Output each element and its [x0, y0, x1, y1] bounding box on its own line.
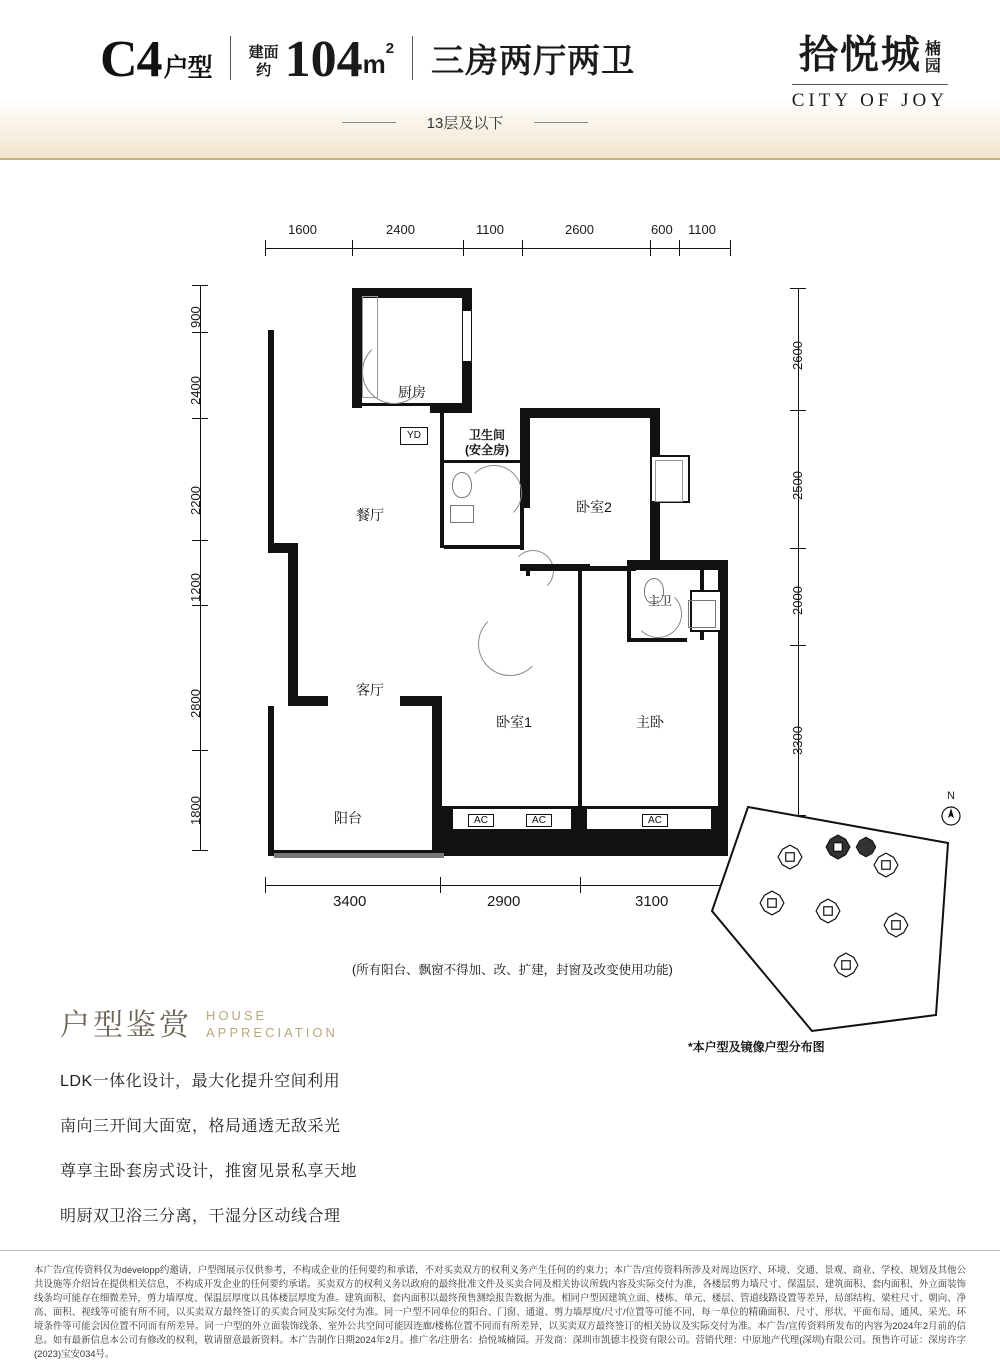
room-label-bedroom1: 卧室1 [496, 714, 532, 730]
appreciation-title [60, 1000, 620, 1044]
room-label-master-bath: 主卫 [647, 594, 672, 608]
sink-fixture-bath [450, 505, 474, 523]
floor-range-note: 13层及以下 [300, 112, 630, 133]
tick [192, 605, 208, 606]
dim-bottom-1: 2900 [487, 893, 521, 910]
dim-top-2: 1100 [476, 222, 504, 237]
dim-left-0: 900 [188, 306, 203, 328]
partition [627, 570, 631, 640]
door-arc-bath [466, 465, 522, 521]
tick [265, 240, 266, 256]
tick [730, 240, 731, 256]
header-title-group [100, 31, 636, 88]
dim-top-3: 2600 [565, 222, 594, 237]
window-kitchen [462, 310, 472, 362]
appreciation-item: LDK一体化设计，最大化提升空间利用 [60, 1073, 341, 1090]
partition [520, 508, 524, 550]
tick [679, 240, 680, 256]
room-label-bedroom2: 卧室2 [576, 499, 612, 515]
partition [627, 638, 687, 642]
tick [463, 240, 464, 256]
header-banner [0, 0, 1000, 160]
wall [352, 288, 362, 408]
dim-top-4: 600 [651, 222, 673, 237]
tick [580, 877, 581, 893]
compass-needle-icon [938, 802, 964, 828]
partition [440, 413, 444, 548]
appreciation-title-cn: 户型鉴赏 [60, 1009, 192, 1042]
tick [790, 548, 806, 549]
logo-english: CITY OF JOY [792, 84, 948, 112]
room-label-dining: 餐厅 [356, 507, 384, 523]
dim-right-3: 3300 [790, 726, 805, 755]
left-dim-line [200, 285, 201, 850]
divider-2 [412, 36, 413, 80]
dim-left-1: 2400 [188, 376, 203, 405]
unit-code: C4户型 [100, 31, 212, 88]
unit-code-suffix: 户型 [163, 55, 212, 82]
tick [192, 540, 208, 541]
dim-right-0: 2600 [790, 341, 805, 370]
project-logo [792, 36, 948, 112]
toilet-fixture-bath [452, 472, 472, 498]
appreciation-item: 南向三开间大面宽，格局通透无敌采光 [60, 1118, 341, 1135]
appreciation-item: 明厨双卫浴三分离，干湿分区动线合理 [60, 1208, 341, 1225]
sliding-door-master [520, 564, 590, 571]
wall [520, 408, 660, 418]
dim-left-3: 1200 [188, 573, 203, 602]
tick [192, 285, 208, 286]
dim-right-1: 2500 [790, 471, 805, 500]
logo-chinese: 拾悦城 楠 园 [798, 34, 941, 77]
wall [430, 403, 472, 413]
dim-top-5: 1100 [688, 222, 716, 237]
partition [444, 545, 524, 549]
site-map-svg [700, 785, 970, 1055]
divider-1 [230, 36, 231, 80]
appreciation-item: 尊享主卧套房式设计，推窗见景私享天地 [60, 1163, 358, 1180]
tick [790, 645, 806, 646]
partition [444, 460, 522, 463]
wall [440, 806, 450, 856]
tick [192, 850, 208, 851]
tick [192, 418, 208, 419]
tick [790, 410, 806, 411]
ac-label-1: AC [526, 814, 552, 827]
wall [288, 696, 328, 706]
dim-left-4: 2800 [188, 689, 203, 718]
tick [650, 240, 651, 256]
room-label-kitchen: 厨房 [398, 384, 426, 400]
bottom-dim-line [265, 885, 730, 886]
tick [192, 750, 208, 751]
appreciation-list [60, 1068, 620, 1226]
area-unit: $m^2$ [362, 40, 395, 79]
wall [268, 706, 274, 856]
logo-chinese-small: 楠 园 [924, 41, 941, 75]
window-balcony [274, 853, 444, 858]
tick [440, 877, 441, 893]
room-summary: 三房两厅两卫 [431, 42, 636, 79]
tick [522, 240, 523, 256]
tick [265, 877, 266, 893]
dim-right-2: 2000 [790, 586, 805, 615]
shower-fixture-master-bath [688, 600, 716, 628]
counter-kitchen [362, 296, 378, 398]
partition [578, 570, 582, 810]
tick [352, 240, 353, 256]
site-map-caption: *本户型及镜像户型分布图 [688, 1040, 825, 1054]
dim-left-2: 2200 [188, 486, 203, 515]
dim-bottom-2: 3100 [635, 893, 669, 910]
dim-top-0: 1600 [288, 222, 317, 237]
dim-bottom-0: 3400 [333, 893, 367, 910]
appreciation-section [60, 1000, 620, 1248]
ac-label-2: AC [642, 814, 668, 827]
appreciation-title-en: HOUSE APPRECIATION [206, 1008, 338, 1040]
site-distribution-map [700, 785, 970, 1055]
room-label-bathroom-safe: 卫生间 (安全房) [465, 428, 509, 457]
legal-disclaimer: 本广告/宣传资料仅为développ约邀请，户型图展示仅供参考，不构成企业的任何要约和承诺，不对买卖双方的权利义务产生任何的约束力；本广告/宣传资料所涉及对周边医疗、环境、交通、景观、商业、学校、规划及其他公共设施等介绍旨在提供相关信息，不构成开发企业的任何要约承诺。买卖双方的权利义务以政府的最终批准文件及买卖合同及相关协议所载内容及实际交付为准，各楼层剪力墙尺寸、保温层、建筑面积、套内面积、外立面装饰线条均可能存在细微差异，剪力墙厚度、保温层厚度以具体楼层厚度为准。建筑面积、套内面积以最终预售测绘报告数据为准。相同户型因建筑立面、楼栋、单元、楼层、管道线路设置等差异，局部结构、梁柱尺寸、朝向、净高、面积、视线等可能有所不同，以买卖双方最终签订的买卖合同及实际交付为准。同一户型不同单位的阳台、门窗、通道、剪力墙厚度/尺寸/位置等可能不同，每一单位的精确面积、尺寸、形状、平面布局、通风、采光、环境条件等可能会因位置不同而有所差异。同一户型的外立面装饰线条、室外公共空间可能因连廊/楼栋位置不同而有所差异，以买卖双方最终签订的相关协议及实际交付为准。本广告/宣传资料所发布的内容为2024年2月前的信息。如有最新信息本公司有修改的权利，敬请留意最新资料。本广告制作日期2024年2月。推广名/注册名：拾悦城楠园。开发商：深圳市凯德丰投资有限公司。营销代理：中原地产代理(深圳)有限公司。预售许可证：深房许字(2023)宝安034号。 [0, 1250, 1000, 1371]
compass-label: N [947, 790, 955, 802]
wall [268, 330, 274, 545]
wall [288, 543, 298, 703]
room-label-balcony: 阳台 [334, 810, 362, 826]
plan-note: (所有阳台、飘窗不得加、改、扩建，封窗及改变使用功能) [352, 963, 673, 977]
area-label: 建面 约 [248, 44, 279, 79]
wall [627, 560, 727, 570]
tick [790, 288, 806, 289]
tick [192, 332, 208, 333]
meter-box-label: YD [400, 427, 428, 445]
ac-label-0: AC [468, 814, 494, 827]
top-dim-line [265, 248, 730, 249]
dim-left-5: 1800 [188, 796, 203, 825]
area-value: 104 [284, 31, 363, 88]
room-label-master-bedroom: 主卧 [636, 714, 664, 730]
compass-icon [938, 790, 964, 831]
room-label-living: 客厅 [356, 682, 384, 698]
door-arc-bed2 [512, 550, 554, 592]
door-arc-bed1 [478, 612, 542, 676]
right-dim-line [798, 288, 799, 850]
closet-bed2 [655, 460, 683, 502]
dim-top-1: 2400 [386, 222, 415, 237]
